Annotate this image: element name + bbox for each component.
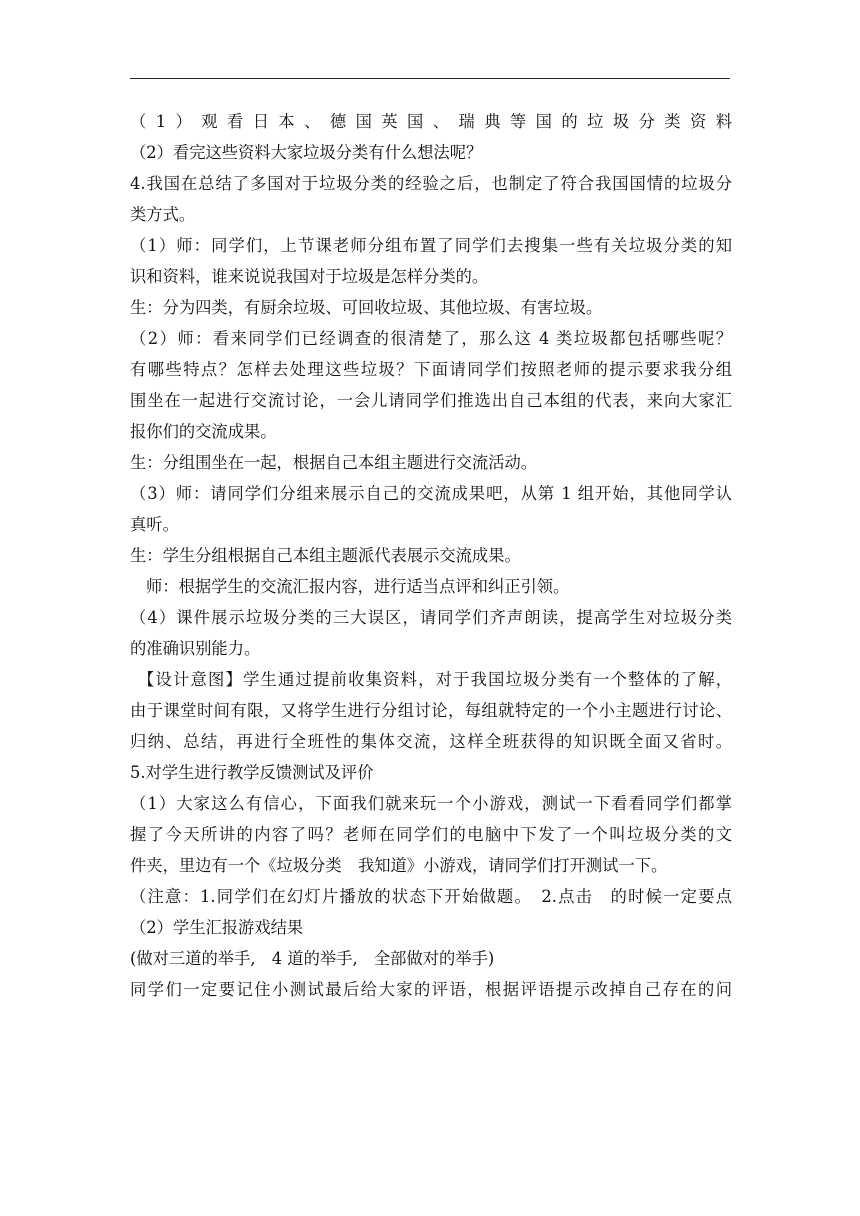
document-body [130,106,732,1005]
text-line: 由于课堂时间有限，又将学生进行分组讨论，每组就特定的一个小主题进行讨论、 [130,701,732,720]
text-line: （注意：1.同学们在幻灯片播放的状态下开始做题。 2.点击 的时候一定要点 [130,887,732,906]
text-line: （1）师：同学们，上节课老师分组布置了同学们去搜集一些有关垃圾分类的知 [130,236,732,255]
text-line: 类方式。 [130,205,196,224]
text-line: 有哪些特点？怎样去处理这些垃圾？下面请同学们按照老师的提示要求我分组 [130,360,732,379]
text-line: 报你们的交流成果。 [130,422,277,441]
text-line: (做对三道的举手, 4 道的举手, 全部做对的举手) [130,949,495,968]
text-line: （2）看完这些资料大家垃圾分类有什么想法呢？ [130,143,483,162]
text-line: 归纳、总结，再进行全班性的集体交流，这样全班获得的知识既全面又省时。 [130,732,732,751]
text-line: （3）师：请同学们分组来展示自己的交流成果吧，从第 1 组开始，其他同学认 [130,484,732,503]
text-line: 生：分组围坐在一起，根据自己本组主题进行交流活动。 [130,453,538,472]
text-line: （2）师：看来同学们已经调查的很清楚了，那么这 4 类垃圾都包括哪些呢？ [130,329,732,348]
text-line: 握了今天所讲的内容了吗？老师在同学们的电脑中下发了一个叫垃圾分类的文 [130,825,732,844]
text-line: 生：分为四类，有厨余垃圾、可回收垃圾、其他垃圾、有害垃圾。 [130,298,603,317]
text-line: 师：根据学生的交流汇报内容，进行适当点评和纠正引领。 [146,577,570,596]
text-line: 【设计意图】学生通过提前收集资料，对于我国垃圾分类有一个整体的了解， [138,670,732,689]
text-line: 的准确识别能力。 [130,639,261,658]
text-line: （4）课件展示垃圾分类的三大误区，请同学们齐声朗读，提高学生对垃圾分类 [130,608,732,627]
text-line: （1）观看日本、德国英国、瑞典等国的垃圾分类资料 [130,112,732,131]
text-line: （1）大家这么有信心，下面我们就来玩一个小游戏，测试一下看看同学们都掌 [130,794,732,813]
text-line: 真听。 [130,515,179,534]
header-rule [130,78,730,79]
text-line: 件夹，里边有一个《垃圾分类 我知道》小游戏，请同学们打开测试一下。 [130,856,668,875]
text-line: 5.对学生进行教学反馈测试及评价 [130,763,374,782]
text-line: （2）学生汇报游戏结果 [130,918,304,937]
text-line: 生：学生分组根据自己本组主题派代表展示交流成果。 [130,546,521,565]
text-line: 同学们一定要记住小测试最后给大家的评语，根据评语提示改掉自己存在的问 [130,980,732,999]
text-line: 围坐在一起进行交流讨论，一会儿请同学们推选出自己本组的代表，来向大家汇 [130,391,732,410]
text-line: 识和资料，谁来说说我国对于垃圾是怎样分类的。 [130,267,489,286]
text-line: 4.我国在总结了多国对于垃圾分类的经验之后，也制定了符合我国国情的垃圾分 [130,174,732,193]
